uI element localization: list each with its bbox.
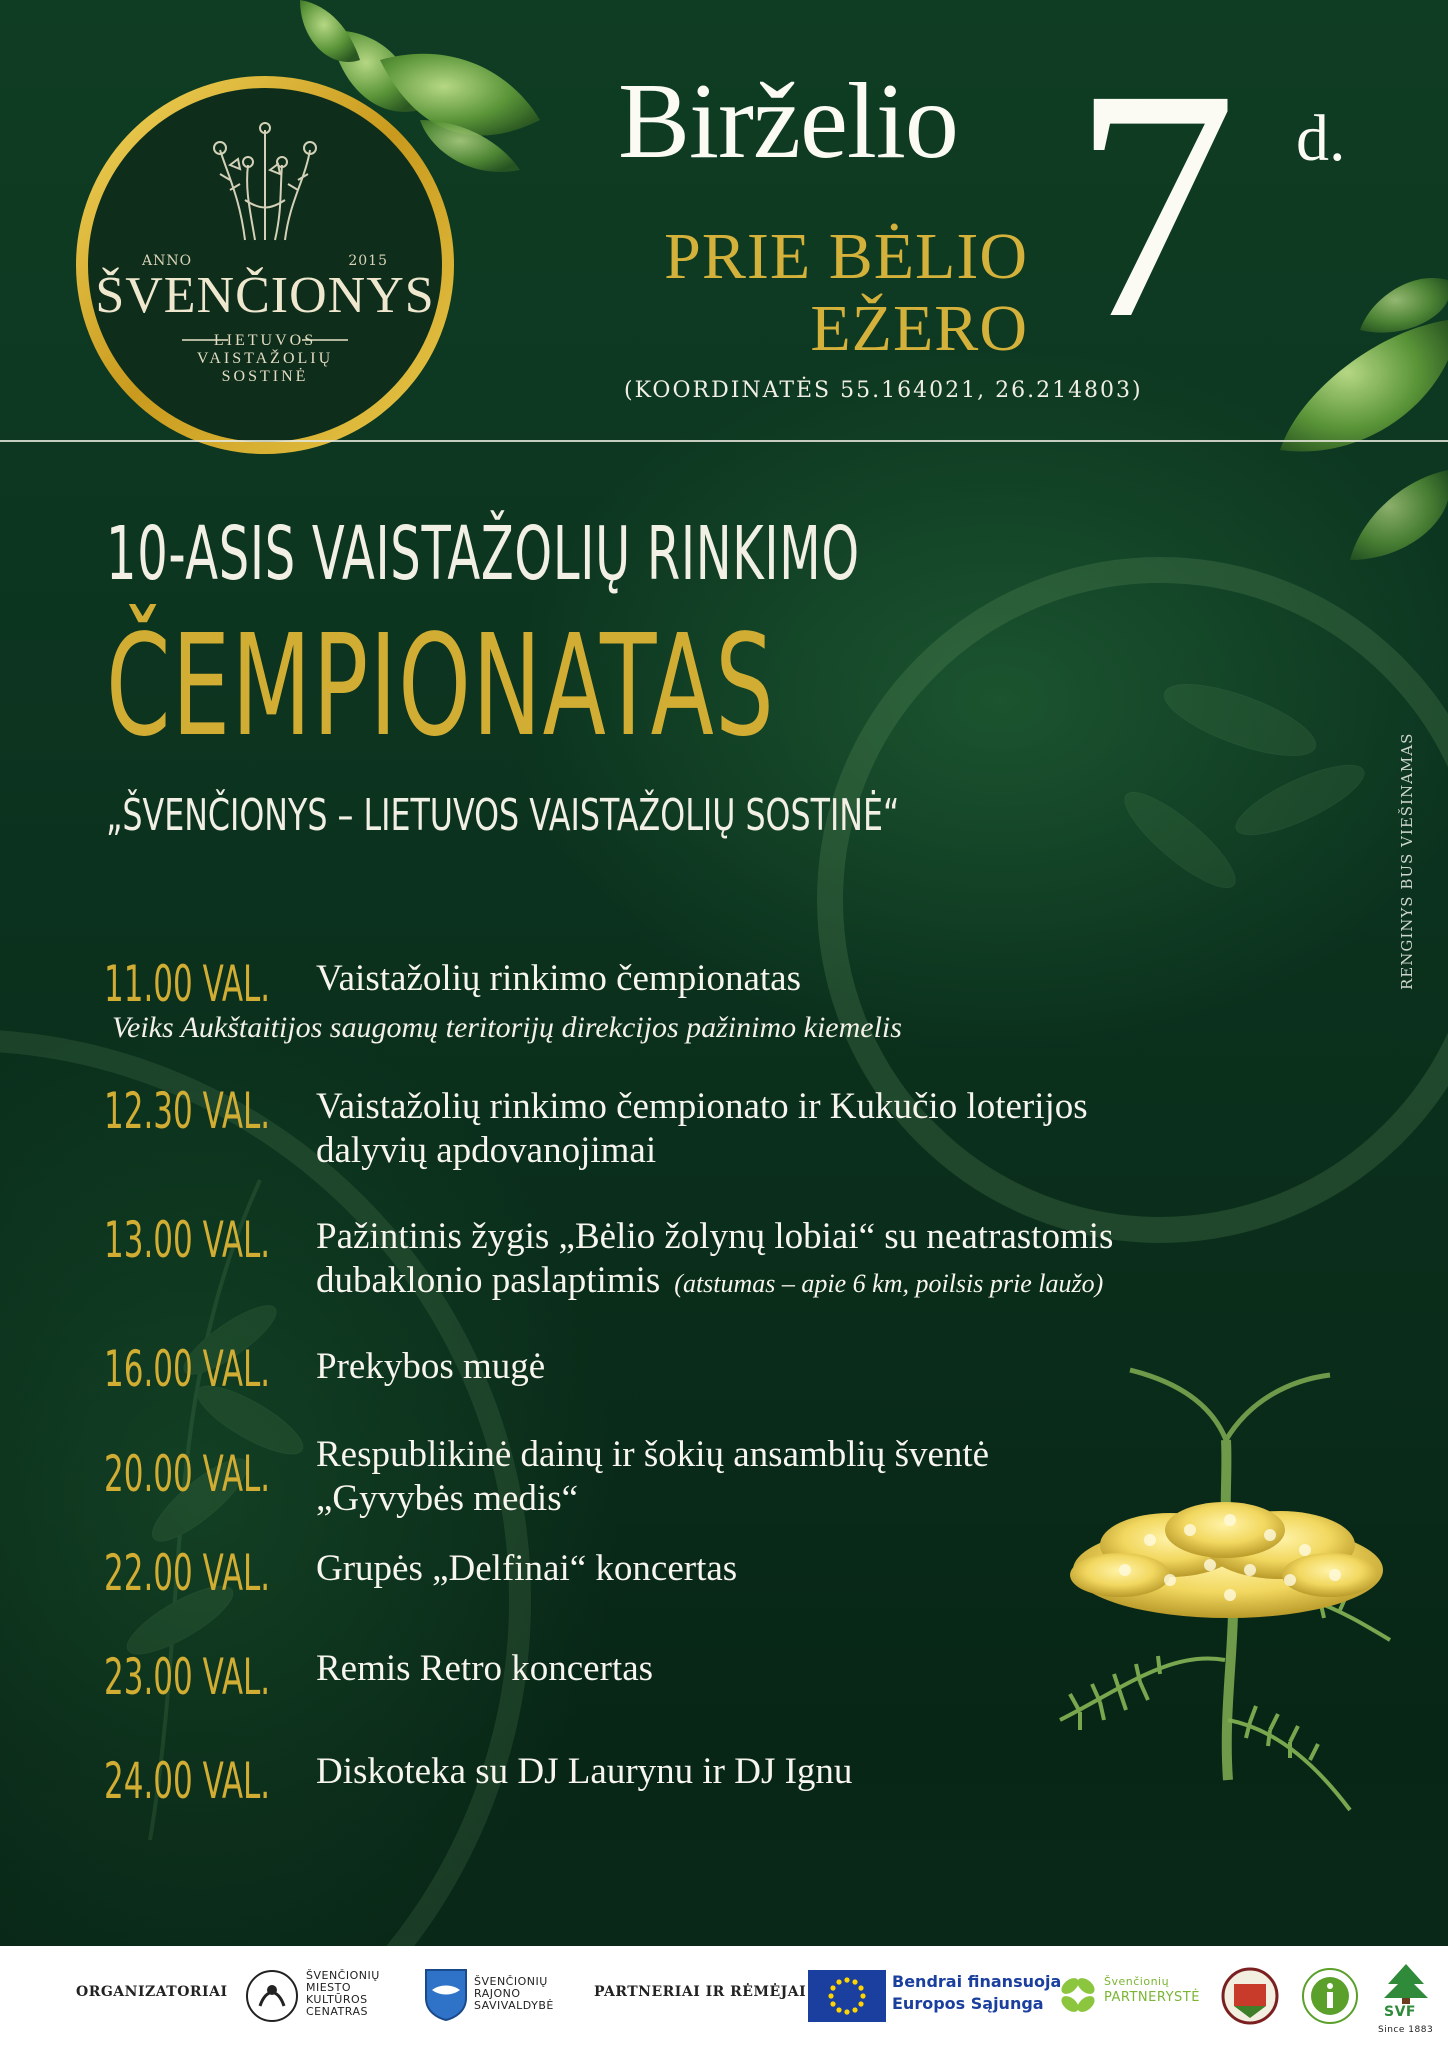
schedule-event-line2: dalyvių apdovanojimai xyxy=(316,1130,657,1171)
schedule-event: Grupės „Delfinai“ koncertas xyxy=(316,1548,738,1589)
schedule-time: 24.00 VAL. xyxy=(104,1752,271,1810)
svf-since: Since 1883 xyxy=(1378,2025,1434,2035)
eu-funding-line1: Bendrai finansuoja xyxy=(892,1972,1062,1991)
event-location-line1: PRIE BĖLIO xyxy=(664,220,1028,293)
logo-anno: ANNO xyxy=(142,253,193,269)
org1-line1: ŠVENČIONIŲ xyxy=(306,1969,380,1982)
org2-line1: ŠVENČIONIŲ xyxy=(474,1975,548,1988)
event-location-line2: EŽERO xyxy=(810,292,1028,365)
title-line1: 10-ASIS VAISTAŽOLIŲ RINKIMO xyxy=(106,511,860,597)
schedule-time: 11.00 VAL. xyxy=(104,955,271,1013)
org2-line3: SAVIVALDYBĖ xyxy=(474,1999,554,2012)
organizers-label: ORGANIZATORIAI xyxy=(76,1984,228,2000)
schedule-event: Respublikinė dainų ir šokių ansamblių šventė xyxy=(316,1434,990,1475)
eu-funding-line2: Europos Sąjunga xyxy=(892,1994,1044,2013)
schedule-time: 16.00 VAL. xyxy=(104,1340,271,1398)
logo-sub-line3: SOSTINĖ xyxy=(221,368,309,385)
schedule-event-note: Veiks Aukštaitijos saugomų teritorijų direkcijos pažinimo kiemelis xyxy=(112,1011,902,1044)
org1-line2: MIESTO xyxy=(306,1981,352,1994)
org1-line3: KULTŪROS xyxy=(306,1993,368,2006)
schedule-event: Vaistažolių rinkimo čempionatas xyxy=(316,958,801,999)
schedule-event-inline-note: (atstumas – apie 6 km, poilsis prie laužo) xyxy=(674,1269,1104,1298)
municipality-coat-of-arms-icon xyxy=(424,1968,468,2022)
schedule-event-line2 xyxy=(316,1260,1103,1305)
tourist-information-icon xyxy=(1300,1966,1360,2026)
logo-year: 2015 xyxy=(348,253,388,269)
schedule-event-text: dubaklonio paslaptimis xyxy=(316,1260,661,1301)
partnership-line2: PARTNERYSTĖ xyxy=(1104,1990,1200,2005)
partners-label: PARTNERIAI IR RĖMĖJAI xyxy=(594,1984,807,2000)
eu-flag-icon xyxy=(808,1970,886,2022)
logo-sub-line2: VAISTAŽOLIŲ xyxy=(196,350,334,367)
org2-line2: RAJONO xyxy=(474,1987,521,2000)
title-subtitle: „ŠVENČIONYS – LIETUVOS VAISTAŽOLIŲ SOSTINĖ“ xyxy=(106,790,900,841)
side-note: RENGINYS BUS VIEŠINAMAS xyxy=(1398,732,1416,990)
schedule-event: Remis Retro koncertas xyxy=(316,1648,654,1689)
header-divider xyxy=(0,440,1448,442)
regional-park-logo-icon xyxy=(1220,1966,1280,2026)
sponsor-footer xyxy=(0,1946,1448,2048)
org1-line4: CENATRAS xyxy=(306,2005,368,2018)
schedule-time: 23.00 VAL. xyxy=(104,1648,271,1706)
schedule-event: Pažintinis žygis „Bėlio žolynų lobiai“ su neatrastomis xyxy=(316,1216,1114,1257)
schedule-event: Diskoteka su DJ Laurynu ir DJ Ignu xyxy=(316,1751,853,1792)
schedule-event-line2: „Gyvybės medis“ xyxy=(316,1478,579,1519)
title-main: ČEMPIONATAS xyxy=(106,605,776,768)
partnership-leaf-icon xyxy=(1050,1968,1106,2024)
schedule-time: 22.00 VAL. xyxy=(104,1544,271,1602)
logo-text xyxy=(70,70,460,460)
culture-center-logo-icon xyxy=(244,1968,300,2024)
logo-sub-line1: LIETUVOS xyxy=(213,332,317,349)
event-day-suffix: d. xyxy=(1296,102,1346,175)
leaf-cluster-right xyxy=(1280,278,1448,560)
event-month: Birželio xyxy=(618,62,958,181)
ring-decoration xyxy=(830,570,1448,1230)
schedule-time: 13.00 VAL. xyxy=(104,1211,271,1269)
schedule-time: 12.30 VAL. xyxy=(104,1082,271,1140)
yarrow-flower-illustration xyxy=(1060,1370,1390,1810)
schedule-event: Prekybos mugė xyxy=(316,1346,546,1387)
event-coordinates: (KOORDINATĖS 55.164021, 26.214803) xyxy=(624,378,1143,403)
svf-label: SVF xyxy=(1384,2004,1416,2020)
logo-name: ŠVENČIONYS xyxy=(95,267,435,324)
event-day: 7 xyxy=(1072,22,1237,387)
schedule-time: 20.00 VAL. xyxy=(104,1445,271,1503)
partnership-line1: Švenčionių xyxy=(1104,1975,1170,1988)
schedule-event: Vaistažolių rinkimo čempionato ir Kukučio loterijos xyxy=(316,1086,1088,1127)
